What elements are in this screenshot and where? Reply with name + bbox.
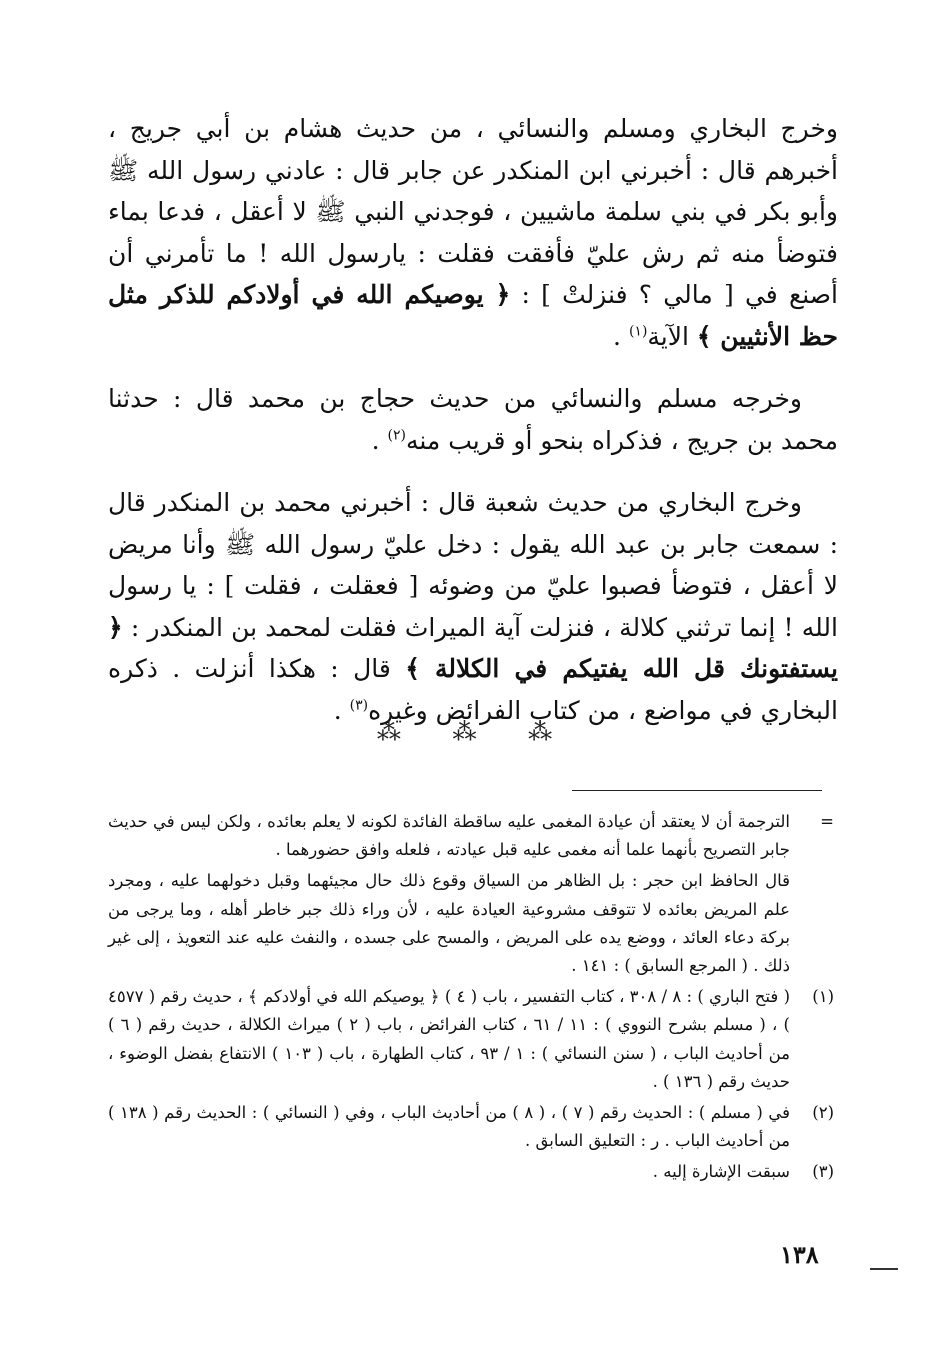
footnotes	[108, 808, 838, 1190]
footnote-continuation	[108, 808, 838, 980]
paragraph	[108, 108, 838, 357]
footnote-divider	[572, 790, 822, 791]
paragraph-text: وخرج البخاري من حديث شعبة قال : أخبرني محمد بن المنكدر قال : سمعت جابر بن عبد الله يقول : دخل عليّ رسول الله ﷺ وأنا مريض لا أعقل ، فتوضأ فصبوا عليّ من وضوئه [ فعقلت ، فقلت ] : يا رسول الله ! إنما ترثني كلالة ، فنزلت آية الميراث فقلت لمحمد بن المنكدر :	[108, 488, 838, 642]
footnote-mark: (٣)	[812, 1162, 834, 1182]
footnote-mark: (١)	[812, 987, 834, 1007]
footnote-item	[108, 983, 838, 1096]
paragraph-text: وخرجه مسلم والنسائي من حديث حجاج بن محمد قال : حدثنا محمد بن جريج ، فذكراه بنحو أو قريب منه	[108, 384, 838, 455]
footnote-mark: =	[820, 812, 834, 831]
paragraph-text: قال : هكذا أنزلت . ذكره البخاري في مواضع ، من كتاب الفرائض وغيره	[108, 654, 838, 725]
paragraph-text: وخرج البخاري ومسلم والنسائي ، من حديث هشام بن أبي جريج ، أخبرهم قال : أخبرني ابن المنكدر عن جابر قال : عادني رسول الله ﷺ وأبو بكر في بني سلمة ماشيين ، فوجدني النبي ﷺ لا أعقل ، فدعا بماء فتوضأ منه ثم رش عليّ فأفقت فقلت : يارسول الله ! ما تأمرني أن أصنع في [ مالي ؟ فنزلتْ ] :	[108, 114, 838, 309]
paragraph	[108, 378, 838, 461]
paragraph	[108, 482, 838, 731]
footnote-item	[108, 1099, 838, 1155]
footnote-line: قال الحافظ ابن حجر : بل الظاهر من السياق وقوع ذلك حال مجيئهما وقبل دخولهما عليه ، ومجرد علم المريض بعائده لا تتوقف مشروعية العيادة عليه ، لأن وراء ذلك جبر خاطر أهله ، وما يرجى من بركة دعاء العائد ، ووضع يده على المريض ، والمسح على جسده ، والنفث عليه عند التعويذ ، إلى غير ذلك . ( المرجع السابق ) : ١٤١ .	[108, 871, 790, 976]
paragraph-text: .	[371, 425, 388, 455]
paragraph-text: الآية	[647, 321, 697, 351]
page-number: ١٣٨	[780, 1240, 819, 1269]
footnote-text: في ( مسلم ) : الحديث رقم ( ٧ ) ، ( ٨ ) من أحاديث الباب ، وفي ( النسائي ) : الحديث رقم ( ١٣٨ ) من أحاديث الباب . ر : التعليق السابق .	[108, 1103, 790, 1151]
footnote-ref: (٢)	[387, 427, 406, 444]
section-separator: ⁂ ⁂ ⁂	[376, 718, 575, 746]
footnote-text	[108, 808, 790, 980]
footnote-ref: (٣)	[349, 697, 369, 714]
paragraph-text: .	[613, 321, 629, 351]
quran-quote: ﴿ يوصيكم الله في أولادكم للذكر مثل حظ الأنثيين ﴾	[108, 280, 838, 351]
footnote-mark: (٢)	[812, 1103, 834, 1123]
main-text	[108, 108, 838, 752]
footnote-ref: (١)	[628, 323, 648, 340]
footnote-line: الترجمة أن لا يعتقد أن عيادة المغمى عليه ساقطة الفائدة لكونه لا يعلم بعائده ، ولكن ليس في حديث جابر التصريح بأنهما علما أنه مغمى عليه قبل عيادته ، فلعله وافق حضورهما .	[108, 812, 790, 860]
footnote-text: ( فتح الباري ) : ٨ / ٣٠٨ ، كتاب التفسير ، باب ( ٤ ) ﴿ يوصيكم الله في أولادكم ﴾ ، حديث رقم ( ٤٥٧٧ ) ، ( مسلم بشرح النووي ) : ١١ / ٦١ ، كتاب الفرائض ، باب ( ٢ ) ميراث الكلالة ، حديث رقم ( ٦ ) من أحاديث الباب ، ( سنن النسائي ) : ١ / ٩٣ ، كتاب الطهارة ، باب ( ١٠٣ ) الانتفاع بفضل الوضوء ، حديث رقم ( ١٣٦ ) .	[108, 987, 791, 1091]
quran-quote: ﴿ يستفتونك قل الله يفتيكم في الكلالة ﴾	[108, 612, 838, 683]
scan-mark	[870, 1268, 898, 1270]
footnote-text: سبقت الإشارة إليه .	[652, 1162, 790, 1182]
footnote-item	[108, 1158, 838, 1186]
paragraph-text: .	[333, 695, 350, 725]
